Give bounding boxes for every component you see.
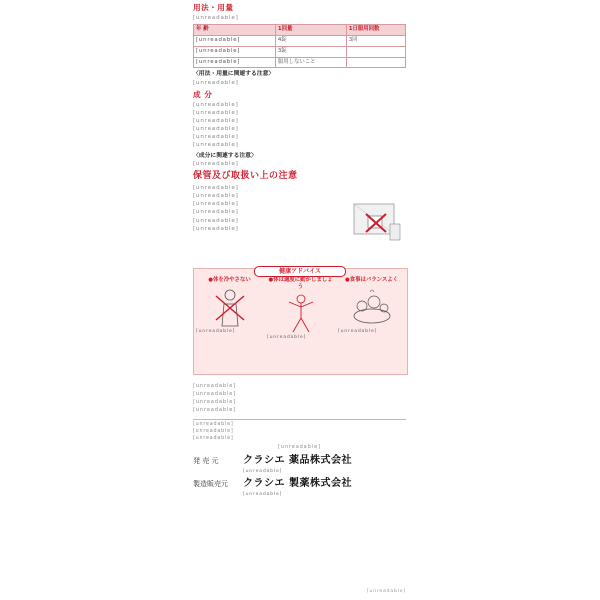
advice-heading: ●食事はバランスよく: [344, 277, 399, 284]
contact-info: [193, 383, 406, 414]
contact-line: [unreadable]: [193, 398, 237, 405]
usage-intro: [unreadable]: [193, 15, 239, 21]
manufacturer-role: 製造販売元: [193, 480, 228, 489]
usage-notes-heading: 〈用法・用量に関連する注意〉: [193, 71, 275, 78]
storage-notes-list: [193, 184, 343, 233]
health-advice-panel: [193, 268, 408, 375]
dosage-age: [unreadable]: [194, 46, 276, 57]
storage-note: [unreadable]: [193, 209, 239, 216]
contact-line: [unreadable]: [193, 390, 237, 397]
document-code: [unreadable]: [366, 589, 406, 595]
ingredient-line: [unreadable]: [193, 142, 239, 149]
table-row: [194, 46, 406, 57]
storage-heading: 保管及び取扱い上の注意: [193, 171, 298, 182]
dosage-amount: 3錠: [275, 46, 346, 57]
manufacturer-name: クラシエ 製薬株式会社: [243, 478, 352, 490]
balanced-meal-icon: [350, 286, 394, 328]
dosage-age: [unreadable]: [194, 35, 276, 46]
manufacturer-address: [unreadable]: [243, 491, 283, 497]
seller-role: 発 売 元: [193, 457, 219, 466]
contact-line: [unreadable]: [193, 383, 237, 390]
advice-text: [unreadable]: [338, 328, 378, 334]
dosage-header-frequency: 1日服用回数: [346, 25, 405, 36]
dosage-age: [unreadable]: [194, 57, 276, 68]
usage-notes-text: [unreadable]: [193, 79, 239, 86]
dosage-frequency: [346, 46, 405, 57]
ingredients-notes-text: [unreadable]: [193, 160, 239, 167]
ingredients-notes-heading: 〈成分に関連する注意〉: [193, 152, 257, 159]
advice-column-exercise: [267, 277, 334, 341]
no-direct-sunlight-illustration: [346, 194, 406, 249]
contact-line: [unreadable]: [193, 406, 237, 413]
storage-note: [unreadable]: [193, 185, 239, 192]
seller-address: [unreadable]: [243, 468, 283, 474]
seller-name: クラシエ 薬品株式会社: [243, 455, 352, 467]
advice-column-balanced-diet: [338, 277, 405, 335]
dosage-amount: 服用しないこと: [275, 57, 346, 68]
dosage-table: [193, 24, 406, 68]
advice-heading: ●体は適度に動かしましょう: [268, 277, 333, 290]
table-row: [194, 35, 406, 46]
ingredient-line: [unreadable]: [193, 134, 239, 141]
manufacturer-row: [193, 477, 406, 492]
ingredient-line: [unreadable]: [193, 126, 239, 133]
storage-notes-block: [193, 184, 406, 264]
ingredient-line: [unreadable]: [193, 110, 239, 117]
health-advice-title: 健康アドバイス: [254, 266, 346, 277]
storage-note: [unreadable]: [193, 193, 239, 200]
storage-note: [unreadable]: [193, 201, 239, 208]
usage-heading: 用法・用量: [193, 3, 234, 12]
dosage-frequency: 3回: [346, 35, 405, 46]
person-keeping-warm-icon: [210, 286, 250, 328]
dosage-frequency: [346, 57, 405, 68]
advice-text: [unreadable]: [196, 328, 236, 334]
table-row: [194, 57, 406, 68]
storage-note: [unreadable]: [193, 217, 239, 224]
advice-column-keep-warm: [196, 277, 263, 335]
dosage-table-header: [194, 25, 406, 36]
homepage-url: [unreadable]: [278, 445, 321, 451]
footer-line: [unreadable]: [193, 422, 234, 428]
dosage-header-age: 年 齢: [194, 25, 276, 36]
dosage-header-dose: 1回量: [275, 25, 346, 36]
package-insert: [193, 0, 406, 600]
advice-text: [unreadable]: [267, 335, 307, 341]
footer-line: [unreadable]: [193, 429, 234, 435]
consultation-footer: [193, 419, 406, 443]
ingredient-line: [unreadable]: [193, 118, 239, 125]
dosage-amount: 4錠: [275, 35, 346, 46]
ingredient-line: [unreadable]: [193, 101, 239, 108]
advice-heading: ●体を冷やさない: [208, 277, 251, 284]
footer-line: [unreadable]: [193, 436, 234, 442]
person-exercising-icon: [281, 292, 321, 334]
seller-row: [193, 454, 406, 469]
ingredients-heading: 成 分: [193, 89, 213, 99]
storage-note: [unreadable]: [193, 225, 239, 232]
